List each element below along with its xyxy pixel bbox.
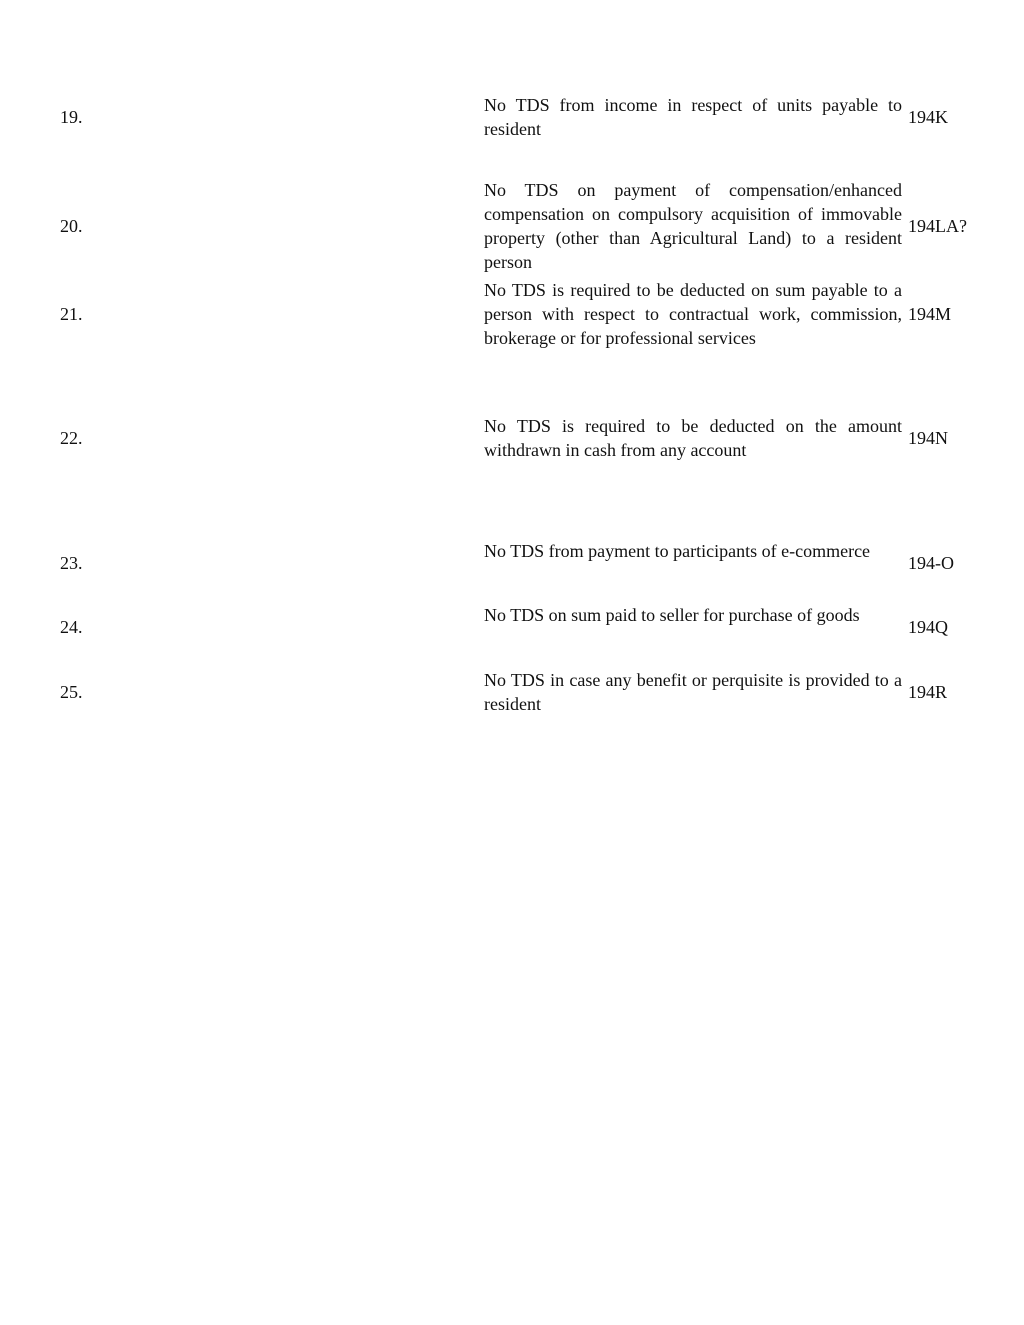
row-number: 22. <box>60 428 83 448</box>
row-section: 194Q <box>908 617 948 637</box>
row-description: No TDS is required to be deducted on the amount withdrawn in cash from any account <box>484 416 902 460</box>
row-description: No TDS on sum paid to seller for purchase of goods <box>484 605 860 625</box>
row-number: 19. <box>60 107 83 127</box>
row-section: 194R <box>908 682 948 702</box>
row-number: 25. <box>60 682 83 702</box>
row-description: No TDS in case any benefit or perquisite is provided to a resident <box>484 670 902 714</box>
row-description: No TDS is required to be deducted on sum payable to a person with respect to contractual work, commission, brokerage or for professional services <box>484 280 902 348</box>
row-section: 194-O <box>908 553 954 573</box>
row-description: No TDS from payment to participants of e-commerce <box>484 541 871 561</box>
row-section: 194K <box>908 107 948 127</box>
row-section: 194N <box>908 428 948 448</box>
row-section: 194LA? <box>908 216 967 236</box>
row-section: 194M <box>908 304 952 324</box>
row-description: No TDS from income in respect of units payable to resident <box>484 95 902 139</box>
row-number: 21. <box>60 304 83 324</box>
row-number: 20. <box>60 216 83 236</box>
row-description: No TDS on payment of compensation/enhanced compensation on compulsory acquisition of immovable property (other than Agricultural Land) to a resident person <box>484 180 902 272</box>
row-number: 23. <box>60 553 83 573</box>
row-number: 24. <box>60 617 83 637</box>
